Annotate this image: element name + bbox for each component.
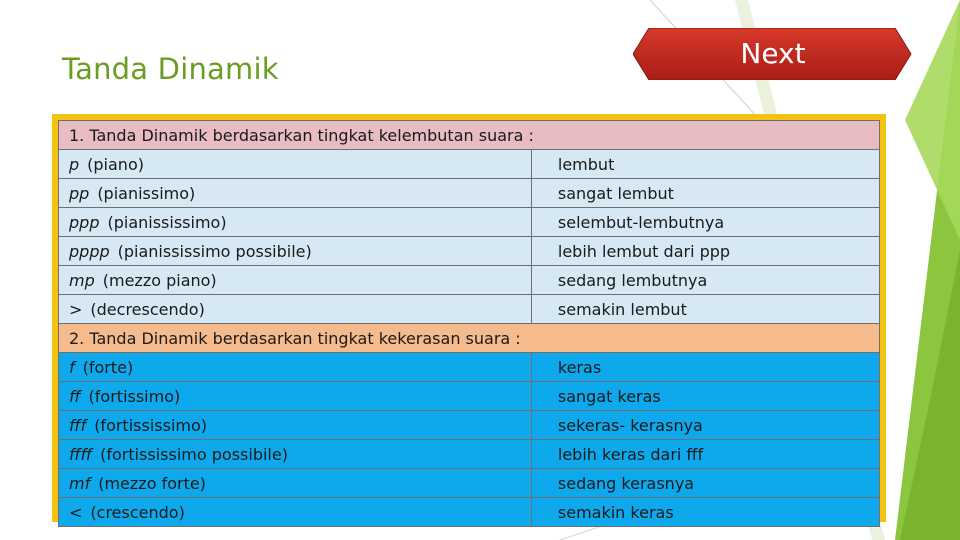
dynamic-symbol: ff [69, 386, 81, 406]
dynamic-meaning: semakin keras [531, 498, 879, 527]
table-row [59, 469, 880, 498]
dynamic-symbol: mf [69, 473, 91, 493]
dynamic-term-cell [59, 353, 532, 382]
dynamic-term: (decrescendo) [90, 299, 205, 319]
slide-title: Tanda Dinamik [62, 52, 279, 86]
dynamic-meaning: sedang kerasnya [531, 469, 879, 498]
section-2-header [59, 324, 880, 353]
table-row [59, 411, 880, 440]
dynamic-term-cell [59, 382, 532, 411]
table-row [59, 498, 880, 527]
dynamic-symbol: mp [69, 270, 95, 290]
dynamic-term-cell [59, 498, 532, 527]
next-label: Next [740, 37, 806, 70]
dynamic-meaning: selembut-lembutnya [531, 208, 879, 237]
dynamic-term: (mezzo forte) [98, 473, 206, 493]
dynamic-term: (mezzo piano) [102, 270, 217, 290]
dynamic-term: (forte) [82, 357, 134, 377]
dynamic-meaning: sangat lembut [531, 179, 879, 208]
dynamic-term: (piano) [87, 154, 144, 174]
dynamic-term-cell [59, 208, 532, 237]
dynamic-term: (fortississimo) [94, 415, 207, 435]
dynamic-term-cell [59, 150, 532, 179]
dynamic-symbol: f [69, 357, 75, 377]
dynamic-meaning: semakin lembut [531, 295, 879, 324]
dynamic-term: (fortissimo) [88, 386, 181, 406]
dynamic-term: (fortississimo possibile) [100, 444, 288, 464]
table-row [59, 382, 880, 411]
table-row [59, 237, 880, 266]
dynamic-term: (pianississimo possibile) [117, 241, 312, 261]
dynamic-term-cell [59, 440, 532, 469]
dynamic-term-cell [59, 266, 532, 295]
section-1-header [59, 121, 880, 150]
next-button[interactable] [633, 28, 913, 80]
dynamics-table [58, 120, 880, 527]
dynamic-meaning: sedang lembutnya [531, 266, 879, 295]
dynamic-symbol: > [69, 299, 83, 319]
table-row [59, 179, 880, 208]
dynamic-meaning: lembut [531, 150, 879, 179]
dynamic-symbol: ffff [69, 444, 93, 464]
table-row [59, 353, 880, 382]
dynamic-meaning: keras [531, 353, 879, 382]
dynamic-term-cell [59, 179, 532, 208]
dynamic-symbol: ppp [69, 212, 100, 232]
table-row [59, 440, 880, 469]
dynamic-term: (crescendo) [90, 502, 185, 522]
dynamic-meaning: lebih lembut dari ppp [531, 237, 879, 266]
dynamic-symbol: pppp [69, 241, 110, 261]
dynamic-meaning: lebih keras dari fff [531, 440, 879, 469]
dynamic-symbol: p [69, 154, 80, 174]
table-row [59, 150, 880, 179]
dynamic-term: (pianissimo) [97, 183, 196, 203]
dynamic-symbol: fff [69, 415, 87, 435]
section-heading: 2. Tanda Dinamik berdasarkan tingkat kekerasan suara : [59, 324, 880, 353]
table-row [59, 266, 880, 295]
dynamic-symbol: pp [69, 183, 90, 203]
dynamic-meaning: sekeras- kerasnya [531, 411, 879, 440]
dynamics-table-frame [52, 114, 886, 522]
table-row [59, 208, 880, 237]
dynamic-meaning: sangat keras [531, 382, 879, 411]
section-heading: 1. Tanda Dinamik berdasarkan tingkat kelembutan suara : [59, 121, 880, 150]
dynamic-term-cell [59, 411, 532, 440]
table-row [59, 295, 880, 324]
dynamic-term-cell [59, 237, 532, 266]
dynamic-term: (pianississimo) [107, 212, 227, 232]
dynamic-symbol: < [69, 502, 83, 522]
dynamic-term-cell [59, 295, 532, 324]
dynamic-term-cell [59, 469, 532, 498]
